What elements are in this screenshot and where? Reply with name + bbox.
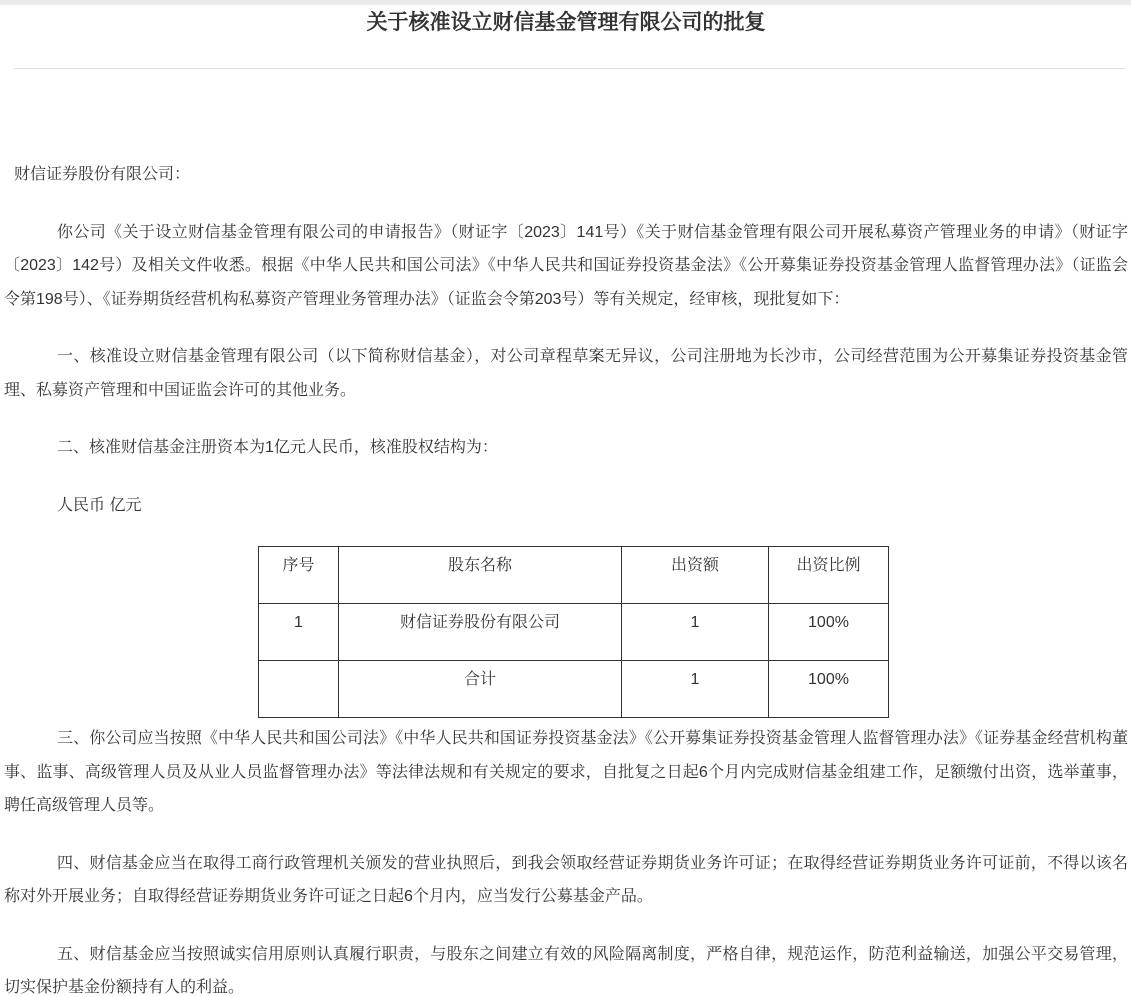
table-header-row [259,547,889,604]
document-title: 关于核准设立财信基金管理有限公司的批复 [366,11,766,34]
table-header-cell-shareholder: 股东名称 [339,547,622,604]
paragraph-item-5: 五、财信基金应当按照诚实信用原则认真履行职责，与股东之间建立有效的风险隔离制度，严格自律，规范运作，防范利益输送，加强公平交易管理，切实保护基金份额持有人的利益。 [4,945,1128,996]
paragraph-intro: 你公司《关于设立财信基金管理有限公司的申请报告》（财证字〔2023〕141号）《关于财信基金管理有限公司开展私募资产管理业务的申请》（财证字〔2023〕142号）及相关文件收悉。根据《中华人民共和国公司法》《中华人民共和国证券投资基金法》《公开募集证券投资基金管理人监督管理办法》（证监会令第198号）、《证券期货经营机构私募资产管理业务管理办法》（证监会令第203号）等有关规定，经审核，现批复如下： [4,223,1128,308]
currency-unit-note: 人民币 亿元 [57,496,142,514]
table-cell-amount: 1 [622,604,769,661]
paragraph-item-1: 一、核准设立财信基金管理有限公司（以下简称财信基金），对公司章程草案无异议，公司注册地为长沙市，公司经营范围为公开募集证券投资基金管理、私募资产管理和中国证监会许可的其他业务。 [4,348,1128,399]
table-cell-shareholder: 财信证券股份有限公司 [339,604,622,661]
shareholder-table [258,546,889,718]
table-row [259,604,889,661]
table-header-cell-index: 序号 [259,547,339,604]
top-strip [0,0,1131,5]
table-total-row [259,661,889,718]
table-cell-index: 1 [259,604,339,661]
table-header-cell-ratio: 出资比例 [769,547,889,604]
paragraph-item-4: 四、财信基金应当在取得工商行政管理机关颁发的营业执照后，到我会领取经营证券期货业务许可证；在取得经营证券期货业务许可证前，不得以该名称对外开展业务；自取得经营证券期货业务许可证之日起6个月内，应当发行公募基金产品。 [4,854,1128,905]
table-header-cell-amount: 出资额 [622,547,769,604]
table-cell-ratio: 100% [769,661,889,718]
table-cell-amount: 1 [622,661,769,718]
document-body [0,8,1131,997]
table-cell-shareholder: 合计 [339,661,622,718]
paragraph-item-3: 三、你公司应当按照《中华人民共和国公司法》《中华人民共和国证券投资基金法》《公开募集证券投资基金管理人监督管理办法》《证券基金经营机构董事、监事、高级管理人员及从业人员监督管理办法》等法律法规和有关规定的要求，自批复之日起6个月内完成财信基金组建工作，足额缴付出资，选举董事，聘任高级管理人员等。 [4,730,1128,814]
title-divider [14,68,1125,69]
salutation: 财信证券股份有限公司： [14,166,191,183]
paragraph-item-2: 二、核准财信基金注册资本为1亿元人民币，核准股权结构为： [57,439,498,456]
table-cell-ratio: 100% [769,604,889,661]
table-cell-index [259,661,339,718]
